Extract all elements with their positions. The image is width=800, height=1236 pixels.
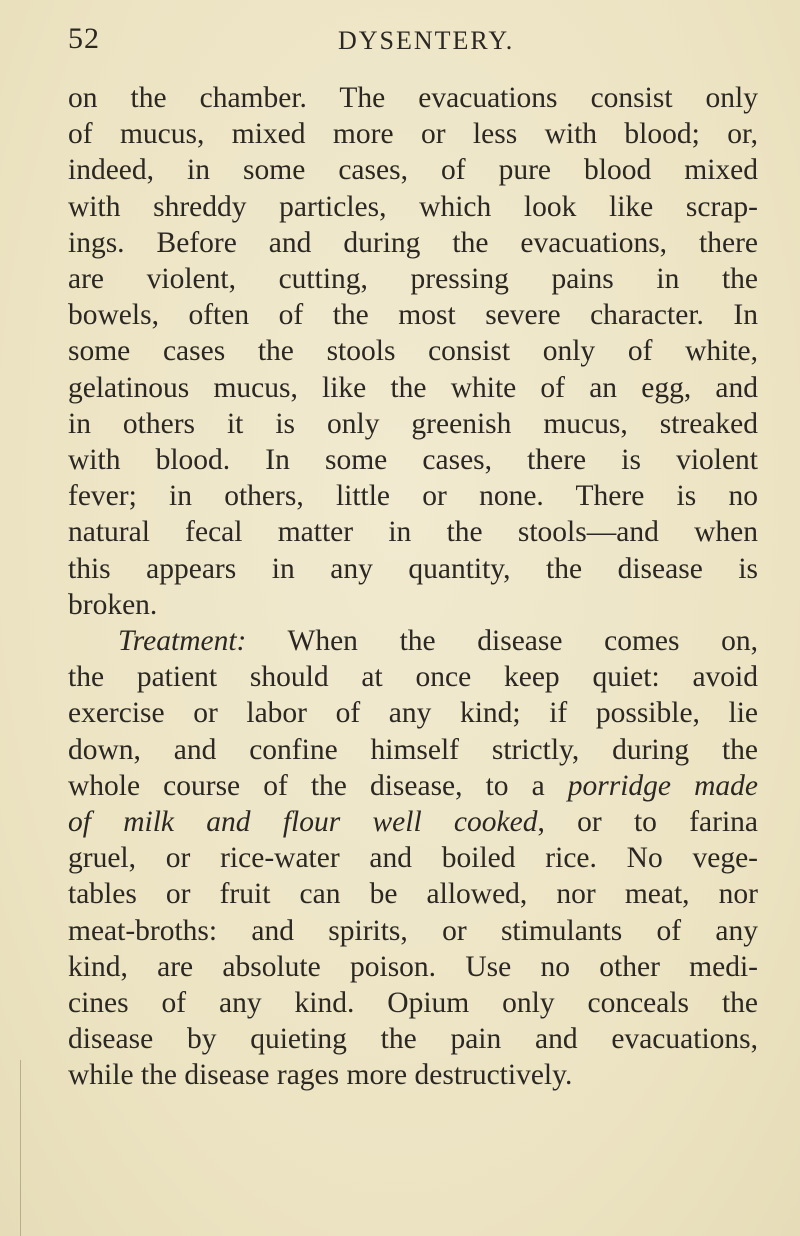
body-text	[68, 80, 758, 1094]
text-segment: whole course of the disease, to a	[68, 769, 568, 802]
text-line: this appears in any quantity, the disease is	[68, 552, 758, 585]
text-line: some cases the stools consist only of white,	[68, 335, 758, 368]
text-line: with blood. In some cases, there is violent	[68, 444, 758, 477]
italic-phrase: porridge made	[567, 769, 758, 802]
text-line: gruel, or rice-water and boiled rice. No vege-	[68, 842, 758, 875]
text-segment: , or to farina	[537, 806, 758, 839]
paragraph-symptoms	[68, 80, 758, 623]
text-line: meat-broths: and spirits, or stimulants of any	[68, 914, 758, 947]
page-header	[68, 22, 758, 62]
text-line: with shreddy particles, which look like scrap-	[68, 190, 758, 223]
text-line: disease by quieting the pain and evacuations,	[68, 1023, 758, 1056]
text-line: on the chamber. The evacuations consist only	[68, 82, 758, 114]
text-line: gelatinous mucus, like the white of an egg, and	[68, 371, 758, 404]
page-number: 52	[68, 22, 100, 55]
text-line: natural fecal matter in the stools—and when	[68, 516, 758, 549]
text-line: of mucus, mixed more or less with blood; or,	[68, 118, 758, 151]
running-head: DYSENTERY.	[338, 26, 515, 55]
text-line: kind, are absolute poison. Use no other medi-	[68, 950, 758, 983]
text-line: are violent, cutting, pressing pains in the	[68, 263, 758, 296]
paragraph-treatment	[68, 623, 758, 1094]
text-line	[68, 804, 758, 840]
text-line	[68, 768, 758, 804]
text-line: fever; in others, little or none. There is no	[68, 480, 758, 513]
text-line: exercise or labor of any kind; if possible, lie	[68, 697, 758, 730]
text-line: ings. Before and during the evacuations, there	[68, 226, 758, 259]
text-line: indeed, in some cases, of pure blood mixed	[68, 154, 758, 187]
text-line: down, and confine himself strictly, during the	[68, 733, 758, 766]
text-segment: When the disease comes on,	[246, 625, 758, 658]
margin-line	[20, 1060, 21, 1236]
treatment-heading: Treatment:	[118, 625, 247, 658]
text-line	[68, 623, 758, 659]
text-line: in others it is only greenish mucus, streaked	[68, 407, 758, 440]
text-line: the patient should at once keep quiet: avoid	[68, 661, 758, 694]
italic-phrase: of milk and flour well cooked	[68, 806, 538, 839]
text-line: broken.	[68, 588, 158, 621]
text-line: tables or fruit can be allowed, nor meat, nor	[68, 878, 758, 911]
text-line: cines of any kind. Opium only conceals the	[68, 987, 758, 1020]
text-line: while the disease rages more destructively.	[68, 1059, 573, 1092]
text-line: bowels, often of the most severe character. In	[68, 299, 758, 332]
